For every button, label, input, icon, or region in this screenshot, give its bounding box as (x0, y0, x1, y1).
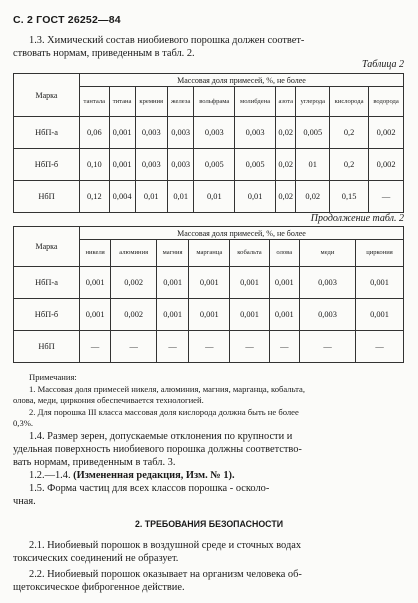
cell: 0,12 (80, 181, 110, 213)
cell: 0,005 (194, 149, 235, 181)
row-mark: НбП-а (14, 267, 80, 299)
col-header: железа (167, 87, 194, 117)
row-mark: НбП (14, 331, 80, 363)
cell: 0,002 (369, 117, 404, 149)
col-header: углерода (296, 87, 330, 117)
cell: 0,003 (167, 149, 194, 181)
cell: 0,001 (230, 299, 269, 331)
cell: — (356, 331, 404, 363)
cell: 0,003 (235, 117, 276, 149)
note-1-line-1: 1. Массовая доля примесей никеля, алюминия, магния, марганца, кобальта, (29, 384, 306, 394)
cell: 0,01 (167, 181, 194, 213)
cell: — (269, 331, 299, 363)
cell: 0,06 (80, 117, 110, 149)
note-2-line-2: 0,3%. (13, 418, 34, 428)
cell: 0,001 (80, 299, 111, 331)
cell: 0,001 (269, 299, 299, 331)
table2-caption: Продолжение табл. 2 (310, 213, 404, 224)
p14-line-1: 1.4. Размер зерен, допускаемые отклонения по крупности и (29, 431, 293, 442)
col-header: кремния (135, 87, 167, 117)
group-header: Массовая доля примесей, %, не более (80, 227, 404, 240)
cell: 0,2 (329, 149, 368, 181)
cell: — (300, 331, 356, 363)
cell: 0,002 (111, 299, 157, 331)
table-row (14, 181, 404, 213)
cell: 0,005 (296, 117, 330, 149)
col-header: молибдена (235, 87, 276, 117)
cell: 0,004 (109, 181, 135, 213)
col-header: кислорода (329, 87, 368, 117)
col-header: кобальта (230, 240, 269, 267)
cell: — (80, 331, 111, 363)
table-2-main (13, 73, 404, 213)
col-header: магния (157, 240, 189, 267)
cell: 0,001 (109, 149, 135, 181)
table-2-continued (13, 226, 404, 363)
cell: 0,001 (157, 267, 189, 299)
cell: — (369, 181, 404, 213)
p21-line-2: токсических соединений не образует. (13, 553, 179, 564)
col-header: никеля (80, 240, 111, 267)
notes-title: Примечания: (29, 372, 77, 382)
cell: 0,001 (269, 267, 299, 299)
table-row (14, 117, 404, 149)
col-header: алюминия (111, 240, 157, 267)
col-header: азота (275, 87, 296, 117)
note-2-line-1: 2. Для порошка III класса массовая доля кислорода должна быть не более (29, 407, 299, 417)
cell: 0,002 (111, 267, 157, 299)
cell: 0,02 (275, 149, 296, 181)
row-mark: НбП-б (14, 149, 80, 181)
p21-line-1: 2.1. Ниобиевый порошок в воздушной среде и сточных водах (29, 540, 302, 551)
cell: 0,15 (329, 181, 368, 213)
cell: — (157, 331, 189, 363)
col-mark-header: Марка (14, 227, 80, 267)
col-header: олова (269, 240, 299, 267)
cell: 0,02 (275, 117, 296, 149)
p14-line-3: вать нормам, приведенным в табл. 3. (13, 457, 176, 468)
note-1-line-2: олова, меди, циркония обеспечивается технологией. (13, 395, 204, 405)
intro-line-2: ствовать нормам, приведенным в табл. 2. (13, 48, 195, 59)
cell: 0,001 (230, 267, 269, 299)
cell: — (111, 331, 157, 363)
table-row (14, 149, 404, 181)
col-header: тантала (80, 87, 110, 117)
amendment-note (29, 469, 235, 482)
cell: 0,001 (189, 299, 230, 331)
cell: 0,01 (194, 181, 235, 213)
cell: 0,003 (135, 117, 167, 149)
amendment-ref: 1.2.—1.4. (29, 470, 74, 481)
cell: 0,2 (329, 117, 368, 149)
cell: 0,005 (235, 149, 276, 181)
col-header: водорода (369, 87, 404, 117)
col-header: марганца (189, 240, 230, 267)
cell: 0,001 (356, 299, 404, 331)
cell: 0,003 (135, 149, 167, 181)
col-header: меди (300, 240, 356, 267)
row-mark: НбП-а (14, 117, 80, 149)
table-row (14, 267, 404, 299)
cell: 0,01 (235, 181, 276, 213)
cell: 0,003 (300, 299, 356, 331)
p15-line-1: 1.5. Форма частиц для всех классов порошка - осколо- (29, 483, 270, 494)
cell: 0,10 (80, 149, 110, 181)
p14-line-2: удельная поверхность ниобиевого порошка должны соответство- (13, 444, 302, 455)
cell: 0,01 (135, 181, 167, 213)
p15-line-2: чная. (13, 496, 36, 507)
cell: — (189, 331, 230, 363)
section-heading: 2. ТРЕБОВАНИЯ БЕЗОПАСНОСТИ (134, 519, 284, 529)
cell: 0,001 (356, 267, 404, 299)
table-row (14, 331, 404, 363)
col-header: вольфрама (194, 87, 235, 117)
cell: 0,003 (167, 117, 194, 149)
cell: 0,02 (275, 181, 296, 213)
group-header: Массовая доля примесей, %, не более (80, 74, 404, 87)
cell: 0,003 (194, 117, 235, 149)
intro-line-1: 1.3. Химический состав ниобиевого порошка должен соответ- (29, 35, 305, 46)
cell: 0,003 (300, 267, 356, 299)
page-header: С. 2 ГОСТ 26252—84 (13, 14, 121, 26)
cell: 0,001 (109, 117, 135, 149)
table-row (14, 299, 404, 331)
p22-line-2: щетоксическое фиброгенное действие. (13, 582, 185, 593)
row-mark: НбП-б (14, 299, 80, 331)
p22-line-1: 2.2. Ниобиевый порошок оказывает на организм человека об- (29, 569, 302, 580)
cell: 0,02 (296, 181, 330, 213)
cell: 0,001 (189, 267, 230, 299)
cell: 01 (296, 149, 330, 181)
table1-caption: Таблица 2 (362, 59, 404, 70)
cell: 0,001 (157, 299, 189, 331)
amendment-bold: (Измененная редакция, Изм. № 1). (73, 470, 235, 481)
col-header: циркония (356, 240, 404, 267)
cell: — (230, 331, 269, 363)
cell: 0,002 (369, 149, 404, 181)
row-mark: НбП (14, 181, 80, 213)
cell: 0,001 (80, 267, 111, 299)
col-header: титана (109, 87, 135, 117)
col-mark-header: Марка (14, 74, 80, 117)
